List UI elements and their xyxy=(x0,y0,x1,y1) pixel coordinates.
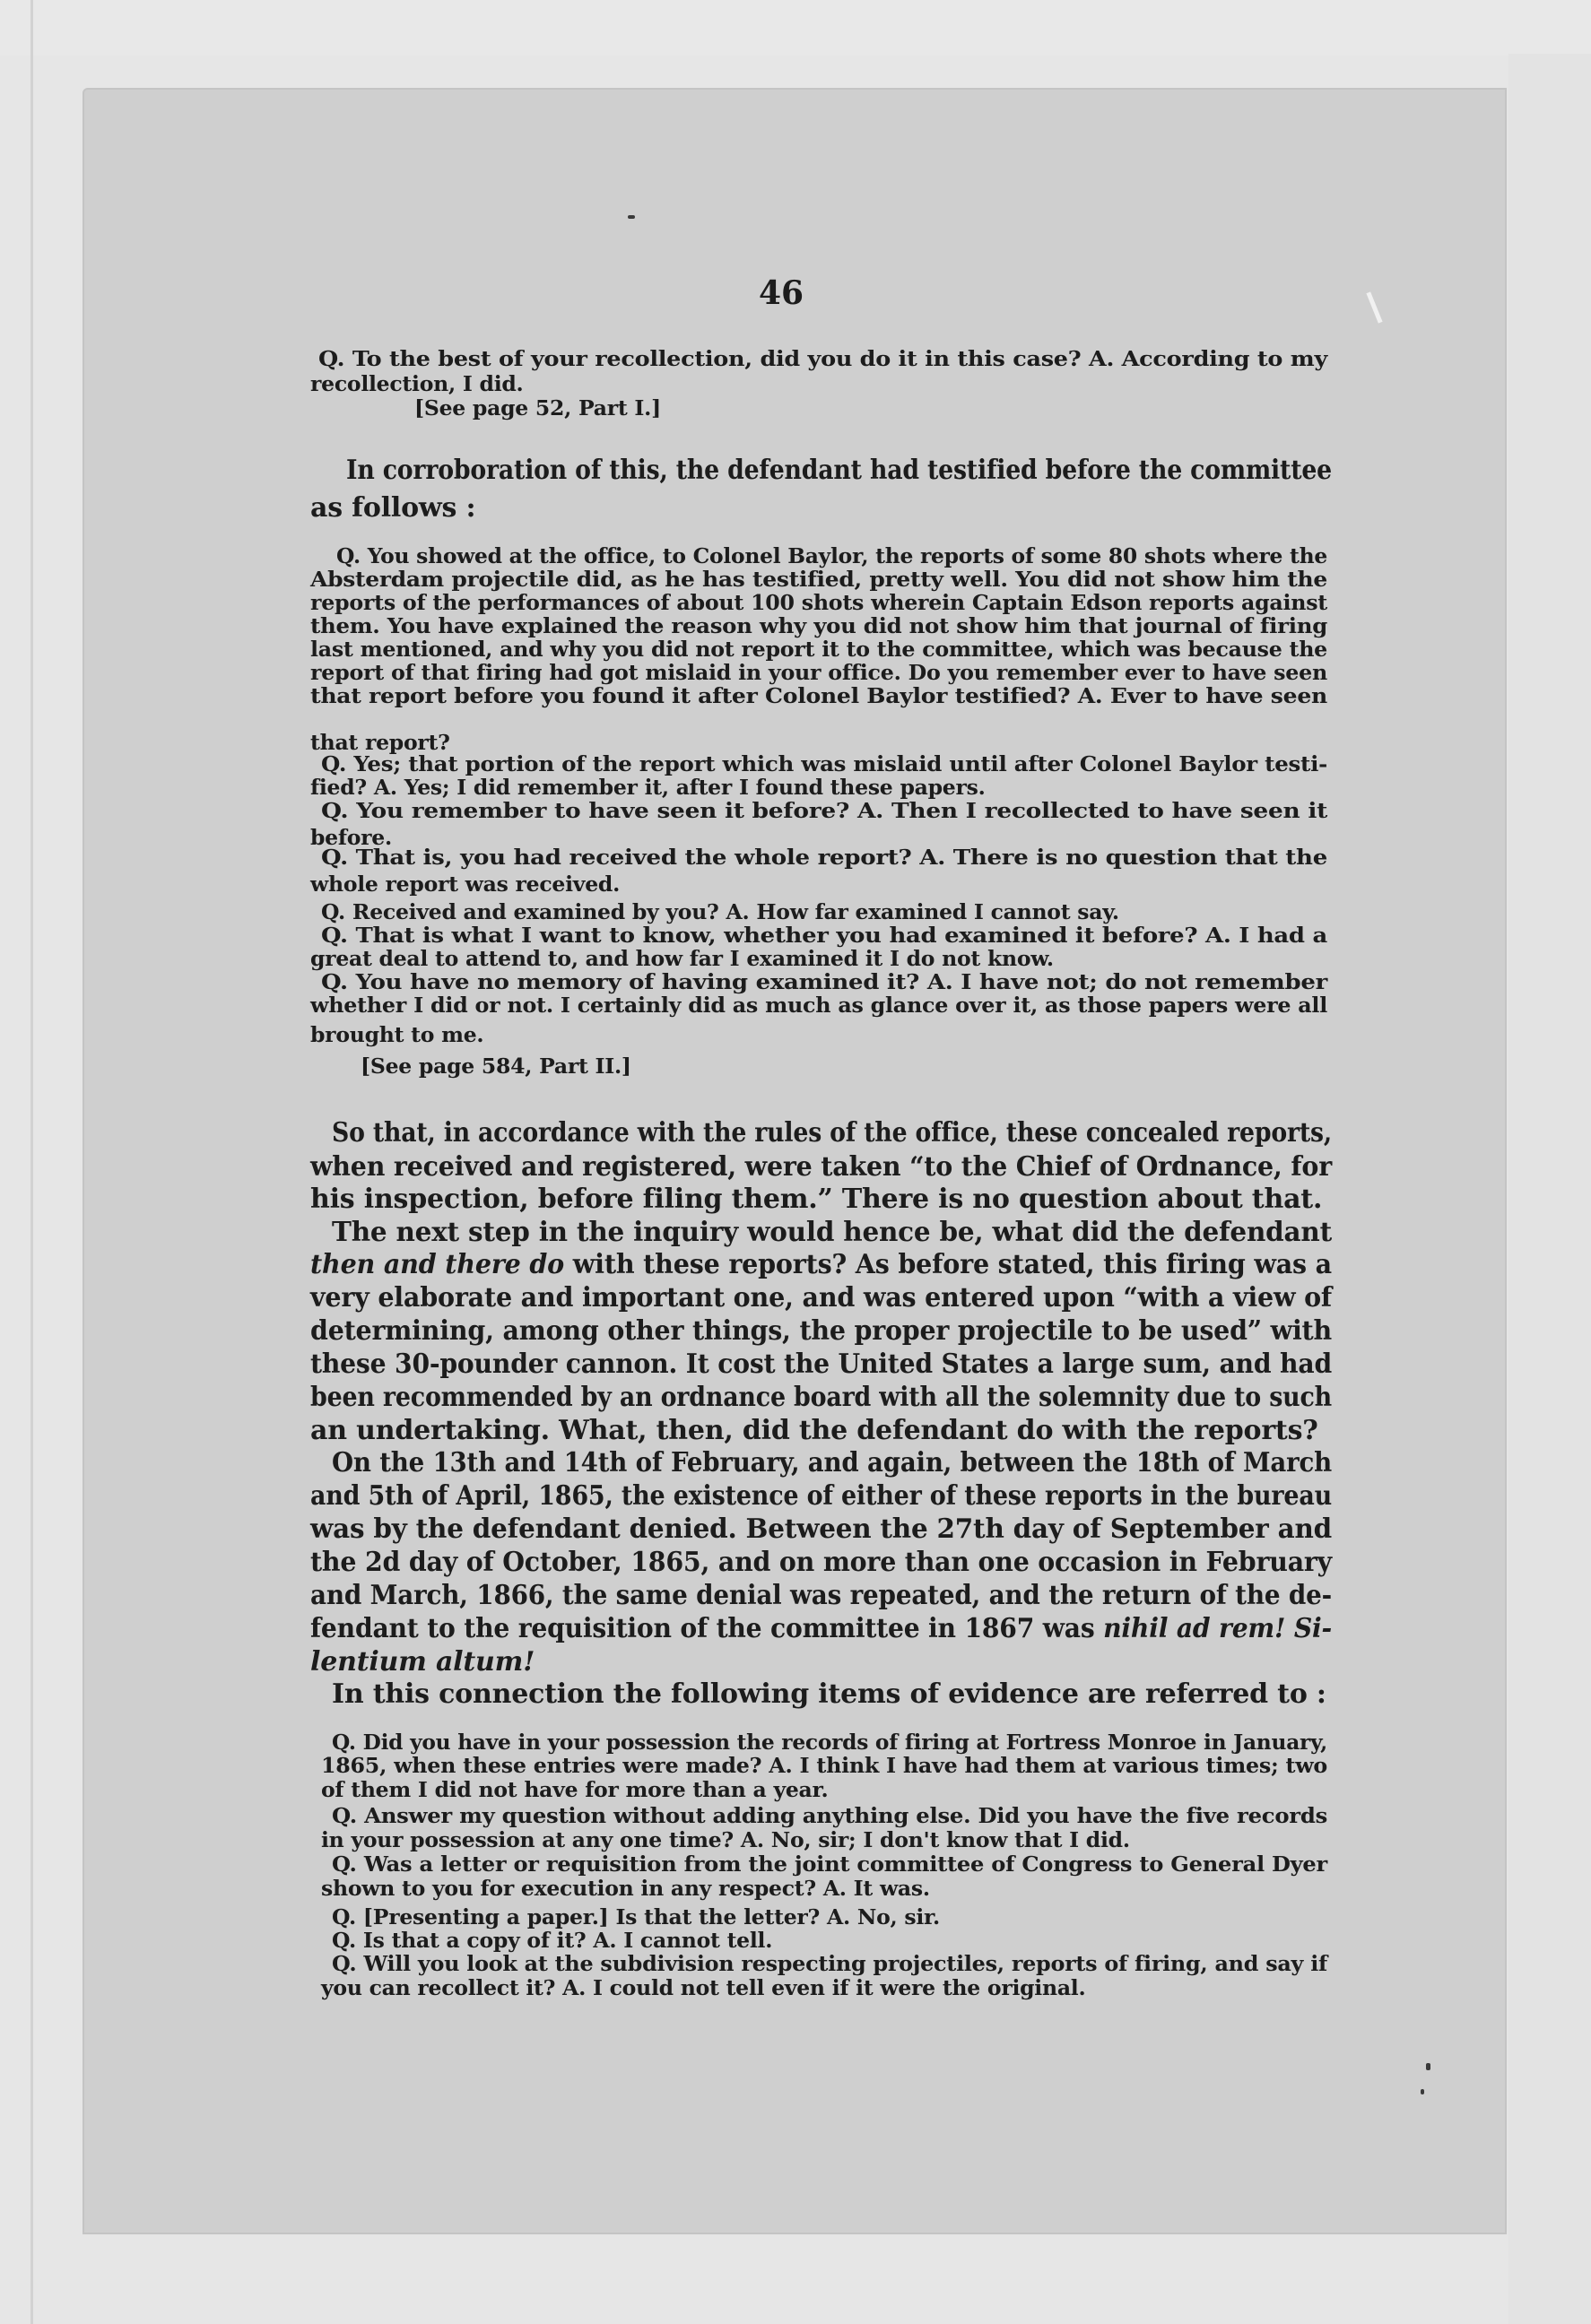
text-line: of them I did not have for more than a year. xyxy=(321,1777,829,1802)
text-line: whether I did or not. I certainly did as much as glance over it, as those papers were all xyxy=(310,993,1327,1018)
text-line: whole report was received. xyxy=(310,872,621,897)
text-line: last mentioned, and why you did not report it to the committee, which was because the xyxy=(310,637,1327,662)
text-line: Q. Was a letter or requisition from the joint committee of Congress to General Dyer xyxy=(332,1851,1327,1877)
text-line: Q. Answer my question without adding anything else. Did you have the five records xyxy=(332,1803,1327,1828)
text-line: Q. Did you have in your possession the records of firing at Fortress Monroe in January, xyxy=(332,1730,1327,1755)
text-line: was by the defendant denied. Between the 27th day of September and xyxy=(310,1513,1332,1545)
ink-speck xyxy=(1426,2063,1430,2070)
text-line: Q. [Presenting a paper.] Is that the letter? A. No, sir. xyxy=(332,1904,940,1929)
text-line: Q. That is what I want to know, whether you had examined it before? A. I had a xyxy=(321,923,1327,948)
text-line: Q. That is, you had received the whole report? A. There is no question that the xyxy=(321,845,1327,870)
text-line: that report before you found it after Colonel Baylor testified? A. Ever to have seen xyxy=(310,683,1327,708)
italic-text: nihil ad rem! Si- xyxy=(1103,1613,1332,1644)
text-line: great deal to attend to, and how far I examined it I do not know. xyxy=(310,946,1054,971)
text-line: recollection, I did. xyxy=(310,371,524,396)
scan-right-margin xyxy=(1508,54,1591,2324)
text-line: reports of the performances of about 100 shots wherein Captain Edson reports against xyxy=(310,590,1327,615)
scan-top-margin xyxy=(0,0,1591,56)
text-line: report of that firing had got mislaid in your office. Do you remember ever to have seen xyxy=(310,660,1327,685)
text-line: an undertaking. What, then, did the defendant do with the reports? xyxy=(310,1415,1318,1446)
text-line: very elaborate and important one, and was entered upon “with a view of xyxy=(310,1282,1332,1314)
ink-speck xyxy=(1421,2089,1424,2094)
text-span: fendant to the requisition of the committee in 1867 was xyxy=(310,1613,1104,1644)
text-line: Q. To the best of your recollection, did you do it in this case? A. According to my xyxy=(318,346,1327,371)
text-line: 1865, when these entries were made? A. I think I have had them at various times; two xyxy=(321,1753,1327,1778)
scan-frame-edge xyxy=(30,0,33,2324)
text-line: In this connection the following items of evidence are referred to : xyxy=(332,1678,1326,1710)
text-line: his inspection, before filing them.” There is no question about that. xyxy=(310,1184,1323,1215)
text-line: Q. You remember to have seen it before? A. Then I recollected to have seen it xyxy=(321,798,1327,823)
text-line: Q. Will you look at the subdivision respecting projectiles, reports of firing, and say if xyxy=(332,1951,1327,1976)
text-line: and March, 1866, the same denial was repeated, and the return of the de- xyxy=(310,1580,1332,1611)
text-line: shown to you for execution in any respect? A. It was. xyxy=(321,1876,930,1901)
text-line: Absterdam projectile did, as he has testified, pretty well. You did not show him the xyxy=(310,567,1327,592)
text-line xyxy=(310,1613,1332,1644)
text-span: with these reports? As before stated, this firing was a xyxy=(564,1249,1332,1280)
text-line: these 30-pounder cannon. It cost the United States a large sum, and had xyxy=(310,1348,1332,1380)
text-line: Q. You have no memory of having examined it? A. I have not; do not remember xyxy=(321,969,1327,994)
text-line: that report? xyxy=(310,730,450,755)
text-line: Q. Received and examined by you? A. How far examined I cannot say. xyxy=(321,899,1119,924)
text-line: the 2d day of October, 1865, and on more than one occasion in February xyxy=(310,1547,1332,1578)
text-line xyxy=(310,1249,1332,1280)
text-line: when received and registered, were taken “to the Chief of Ordnance, for xyxy=(310,1151,1332,1183)
text-line: Q. Yes; that portion of the report which was mislaid until after Colonel Baylor testi- xyxy=(321,751,1327,776)
text-line: Q. You showed at the office, to Colonel Baylor, the reports of some 80 shots where the xyxy=(336,543,1327,568)
text-line: [See page 584, Part II.] xyxy=(361,1054,631,1079)
italic-text: then and there do xyxy=(310,1249,565,1280)
text-line: them. You have explained the reason why you did not show him that journal of firing xyxy=(310,613,1327,638)
text-line xyxy=(310,1646,535,1678)
text-line: as follows : xyxy=(310,492,476,524)
page-number: 46 xyxy=(759,274,804,312)
italic-text: lentium altum! xyxy=(310,1646,535,1678)
text-line: determining, among other things, the proper projectile to be used” with xyxy=(310,1315,1332,1347)
text-line: The next step in the inquiry would hence be, what did the defendant xyxy=(332,1217,1332,1248)
text-line: brought to me. xyxy=(310,1022,484,1047)
text-line: fied? A. Yes; I did remember it, after I found these papers. xyxy=(310,775,986,800)
text-line: before. xyxy=(310,825,392,850)
text-line: So that, in accordance with the rules of the office, these concealed reports, xyxy=(332,1117,1332,1149)
text-line: On the 13th and 14th of February, and again, between the 18th of March xyxy=(332,1447,1332,1479)
ink-speck xyxy=(628,215,635,219)
text-line: and 5th of April, 1865, the existence of either of these reports in the bureau xyxy=(310,1480,1332,1512)
text-line: In corroboration of this, the defendant had testified before the committee xyxy=(346,455,1332,486)
text-line: in your possession at any one time? A. No, sir; I don't know that I did. xyxy=(321,1827,1130,1852)
text-line: [See page 52, Part I.] xyxy=(414,395,661,421)
text-line: you can recollect it? A. I could not tell even if it were the original. xyxy=(321,1975,1086,2000)
text-line: been recommended by an ordnance board with all the solemnity due to such xyxy=(310,1382,1332,1413)
text-line: Q. Is that a copy of it? A. I cannot tell. xyxy=(332,1928,773,1953)
